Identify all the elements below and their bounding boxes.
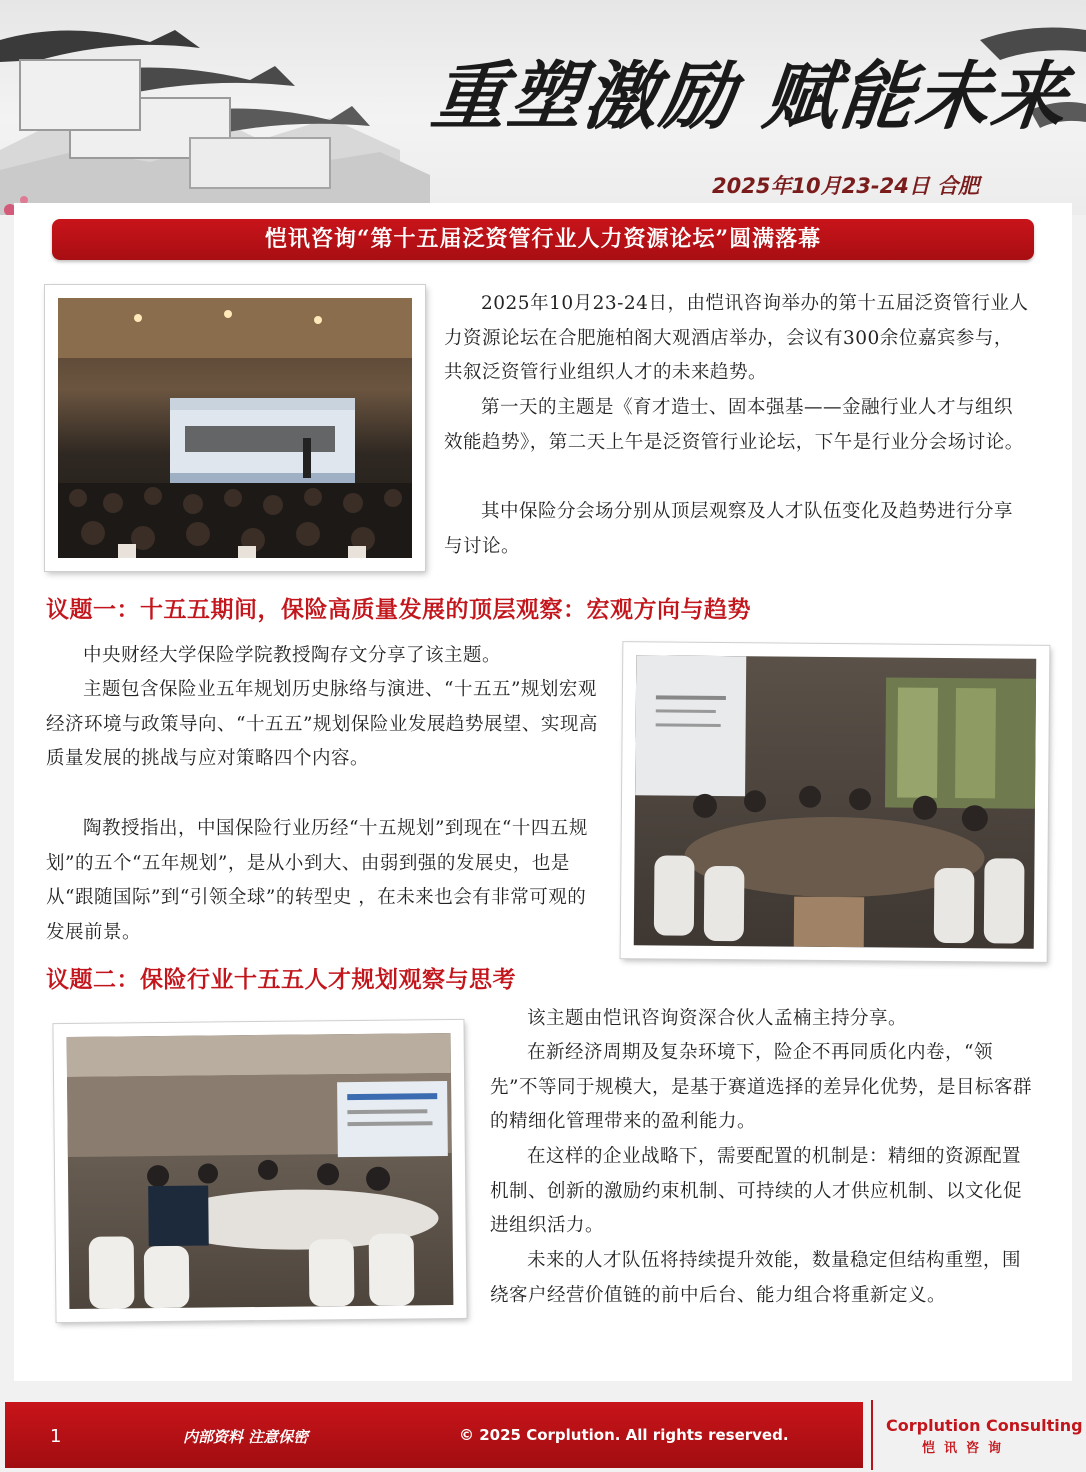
footer-divider [871,1400,873,1470]
copyright-notice: © 2025 Corplution. All rights reserved. [459,1426,789,1444]
topic1-heading: 议题一：十五五期间，保险高质量发展的顶层观察：宏观方向与趋势 [46,596,751,623]
event-date-location: 2025年10月23-24日 合肥 [712,174,980,198]
hero-title: 重塑激励 赋能未来 [427,54,1073,140]
photo-breakout-session-1 [621,642,1050,962]
conference-hall-image [58,298,412,558]
meeting-room-image [67,1033,454,1309]
header-banner [0,0,1086,215]
topic2-paragraph-1: 该主题由恺讯咨询资深合伙人孟楠主持分享。 [527,1008,908,1029]
topic1-paragraph-1: 中央财经大学保险学院教授陶存文分享了该主题。 [83,645,502,666]
intro-paragraph-3: 其中保险分会场分别从顶层观察及人才队伍变化及趋势进行分享与讨论。 [444,501,1014,557]
topic2-heading: 议题二：保险行业十五五人才规划观察与思考 [46,966,516,993]
intro-paragraph-2: 第一天的主题是《育才造士、固本强基——金融行业人才与组织效能趋势》，第二天上午是泛资管行业论坛，下午是行业分会场讨论。 [444,397,1024,453]
topic2-paragraph-4: 未来的人才队伍将持续提升效能，数量稳定但结构重塑，围绕客户经营价值链的前中后台、能力组合将重新定义。 [490,1250,1022,1306]
photo-breakout-session-2 [53,1020,466,1322]
confidential-notice: 内部资料 注意保密 [183,1428,309,1446]
topic2-paragraph-2: 在新经济周期及复杂环境下，险企不再同质化内卷，“领先”不等同于规模大，是基于赛道选择的差异化优势，是目标客群的精细化管理带来的盈利能力。 [490,1042,1032,1132]
topic2-paragraph-3: 在这样的企业战略下，需要配置的机制是：精细的资源配置机制、创新的激励约束机制、可持续的人才供应机制、以文化促进组织活力。 [490,1146,1023,1236]
brand-name-en: Corplution Consulting [886,1416,1083,1435]
topic1-paragraph-3: 陶教授指出，中国保险行业历经“十五规划”到现在“十四五规划”的五个“五年规划”，是从小到大、由弱到强的发展史，也是从“跟随国际”到“引领全球”的转型史 ，在未来也会有非常可观的发展前景。 [46,818,588,943]
topic1-paragraph-2: 主题包含保险业五年规划历史脉络与演进、“十五五”规划宏观经济环境与政策导向、“十五五”规划保险业发展趋势展望、实现高质量发展的挑战与应对策略四个内容。 [46,679,598,769]
photo-main-hall [45,285,425,571]
footer-bar [5,1402,863,1468]
breakout-room-image [634,655,1037,948]
intro-paragraph-1: 2025年10月23-24日，由恺讯咨询举办的第十五届泛资管行业人力资源论坛在合肥施柏阁大观酒店举办，会议有300余位嘉宾参与，共叙泛资管行业组织人才的未来趋势。 [444,293,1029,383]
page-number: 1 [50,1426,62,1447]
content-card [14,203,1072,1381]
article-title: 恺讯咨询“第十五届泛资管行业人力资源论坛”圆满落幕 [52,219,1034,260]
brand-name-cn: 恺讯咨询 [922,1441,1011,1456]
